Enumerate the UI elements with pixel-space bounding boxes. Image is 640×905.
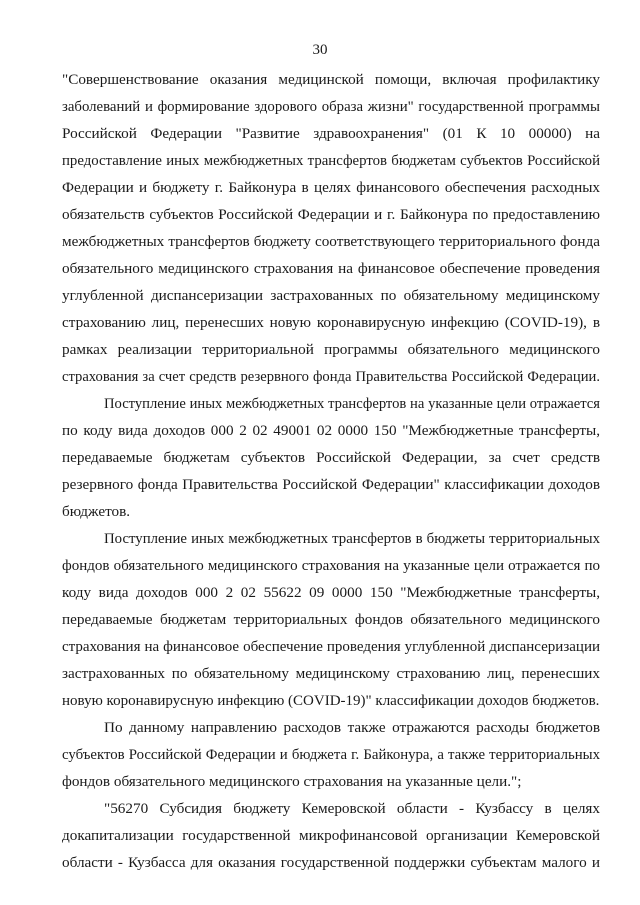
text-line: страхования за счет средств резервного фонда Правительства Российской Федерации.	[62, 369, 600, 385]
text-line: По данному направлению расходов также отражаются расходы бюджетов	[104, 719, 600, 736]
text-line: по коду вида доходов 000 2 02 49001 02 0000 150 "Межбюджетные трансферты,	[62, 422, 600, 439]
text-line: субъектов Российской Федерации и бюджета г. Байконура, а также территориальных	[62, 747, 600, 763]
text-line: докапитализации государственной микрофинансовой организации Кемеровской	[62, 827, 600, 844]
text-line: Поступление иных межбюджетных трансфертов в бюджеты территориальных	[104, 531, 600, 547]
text-line: Федерации и бюджету г. Байконура в целях финансового обеспечения расходных	[62, 179, 600, 196]
text-line: передаваемые бюджетам субъектов Российской Федерации, за счет средств	[62, 449, 600, 466]
text-line: бюджетов.	[62, 503, 131, 520]
text-line: "56270 Субсидия бюджету Кемеровской области - Кузбассу в целях	[104, 800, 600, 817]
text-line: предоставление иных межбюджетных трансфертов бюджетам субъектов Российской	[62, 153, 600, 169]
text-line: коду вида доходов 000 2 02 55622 09 0000 150 "Межбюджетные трансферты,	[62, 584, 600, 601]
text-line: страхованию лиц, перенесших новую коронавирусную инфекцию (COVID-19), в	[62, 314, 600, 331]
text-line: застрахованных по обязательному медицинскому страхованию лиц, перенесших	[62, 665, 600, 682]
text-line: углубленной диспансеризации застрахованных по обязательному медицинскому	[62, 287, 600, 304]
text-line: заболеваний и формирование здорового образа жизни" государственной программы	[62, 99, 600, 115]
text-line: межбюджетных трансфертов бюджету соответствующего территориального фонда	[62, 233, 600, 250]
page-number: 30	[312, 42, 328, 58]
text-line: резервного фонда Правительства Российской Федерации" классификации доходов	[62, 476, 600, 493]
text-line: страхования на финансовое обеспечение проведения углубленной диспансеризации	[62, 639, 600, 655]
text-line: Российской Федерации "Развитие здравоохранения" (01 К 10 00000) на	[62, 125, 600, 142]
text-line: новую коронавирусную инфекцию (COVID-19)" классификации доходов бюджетов.	[62, 693, 600, 709]
text-line: Поступление иных межбюджетных трансфертов на указанные цели отражается	[104, 396, 600, 412]
text-line: обязательного медицинского страхования на финансовое обеспечение проведения	[62, 260, 600, 277]
text-line: "Совершенствование оказания медицинской помощи, включая профилактику	[62, 71, 600, 88]
text-line: фондов обязательного медицинского страхования на указанные цели.";	[62, 773, 522, 790]
text-line: передаваемые бюджетам территориальных фондов обязательного медицинского	[62, 611, 600, 628]
text-line: рамках реализации территориальной программы обязательного медицинского	[62, 341, 600, 358]
text-line: обязательств субъектов Российской Федерации и г. Байконура по предоставлению	[62, 206, 600, 223]
text-line: фондов обязательного медицинского страхования на указанные цели отражается по	[62, 558, 600, 574]
text-line: области - Кузбасса для оказания государственной поддержки субъектам малого и	[62, 854, 600, 871]
